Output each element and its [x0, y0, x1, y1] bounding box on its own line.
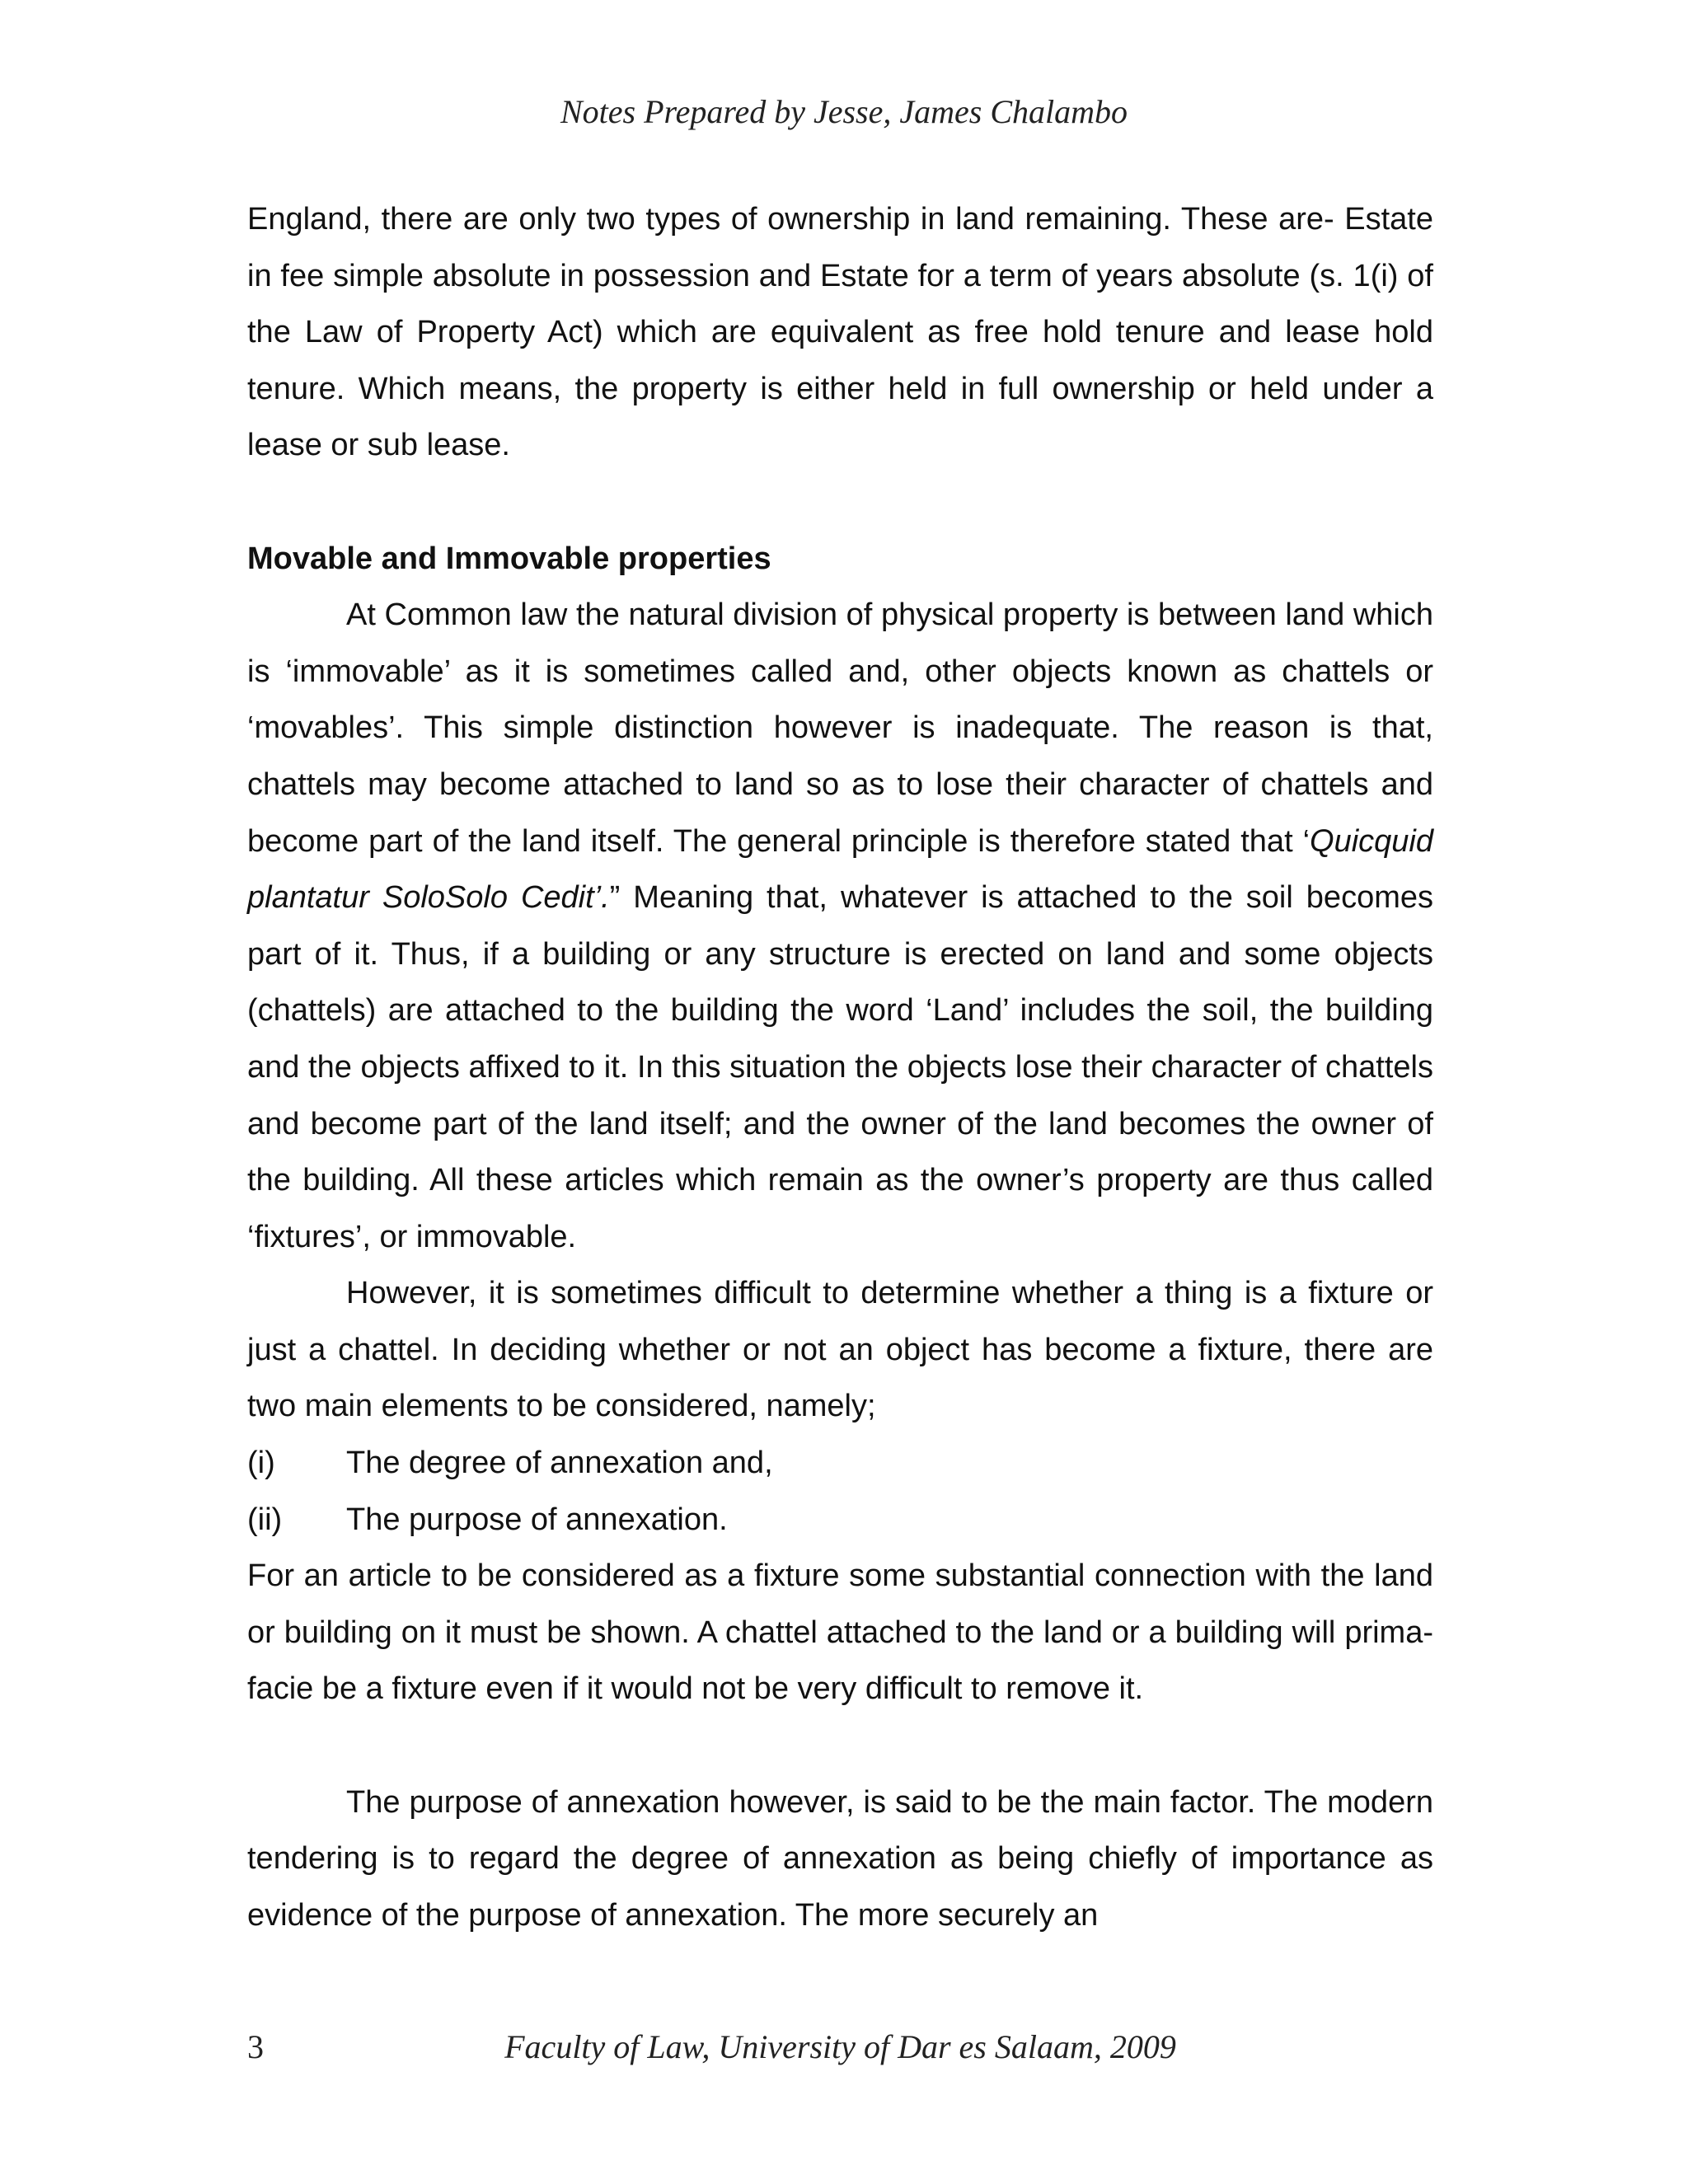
list-text: The degree of annexation and,: [346, 1446, 773, 1481]
section-heading: Movable and Immovable properties: [247, 541, 771, 576]
page-number: 3: [247, 2028, 264, 2065]
list-marker: (ii): [247, 1502, 283, 1537]
list-item: [247, 1492, 1433, 1549]
paragraph-common-law: [247, 587, 1433, 1265]
paragraph-purpose-annexation: The purpose of annexation however, is said to be the main factor. The modern tendering is to regard the degree of annexation as being chiefly of importance as evidence of the purpose of annexation. The more securely an: [247, 1784, 1433, 1933]
paragraph-text: At Common law the natural division of physical property is between land which is ‘immovable’ as it is sometimes called and, other objects known as chattels or ‘movables’. This simple distinction however is inadequate. The reason is that, chattels may become attached to land so as to lose their character of chattels and become part of the land itself. The general principle is therefore stated that ‘: [247, 598, 1433, 859]
list-text: The purpose of annexation.: [346, 1502, 728, 1537]
paragraph-ownership: England, there are only two types of ownership in land remaining. These are- Estate in fee simple absolute in possession and Estate for a term of years absolute (s. 1(i) of the Law of Property Act) which are equivalent as free hold tenure and lease hold tenure. Which means, the property is either held in full ownership or held under a lease or sub lease.: [247, 202, 1433, 463]
footer-text: Faculty of Law, University of Dar es Salaam, 2009: [504, 2028, 1176, 2065]
latin-maxim: Quicquid plantatur SoloSolo Cedit’.: [247, 823, 1433, 916]
running-header: Notes Prepared by Jesse, James Chalambo: [560, 93, 1128, 130]
list-item: [247, 1435, 1433, 1492]
list-marker: (i): [247, 1446, 275, 1481]
paragraph-substantial-connection: For an article to be considered as a fixture some substantial connection with the land or building on it must be shown. A chattel attached to the land or a building will prima-facie be a fixture even if it would not be very difficult to remove it.: [247, 1558, 1433, 1707]
paragraph-text: ” Meaning that, whatever is attached to the soil becomes part of it. Thus, if a building or any structure is erected on land and some objects (chattels) are attached to the building the word ‘Land’ includes the soil, the building and the objects affixed to it. In this situation the objects lose their character of chattels and become part of the land itself; and the owner of the land becomes the owner of the building. All these articles which remain as the owner’s property are thus called ‘fixtures’, or immovable.: [247, 880, 1433, 1254]
paragraph-fixture-difficulty: However, it is sometimes difficult to determine whether a thing is a fixture or just a chattel. In deciding whether or not an object has become a fixture, there are two main elements to be considered, namely;: [247, 1276, 1433, 1424]
body-content: [247, 191, 1433, 1943]
